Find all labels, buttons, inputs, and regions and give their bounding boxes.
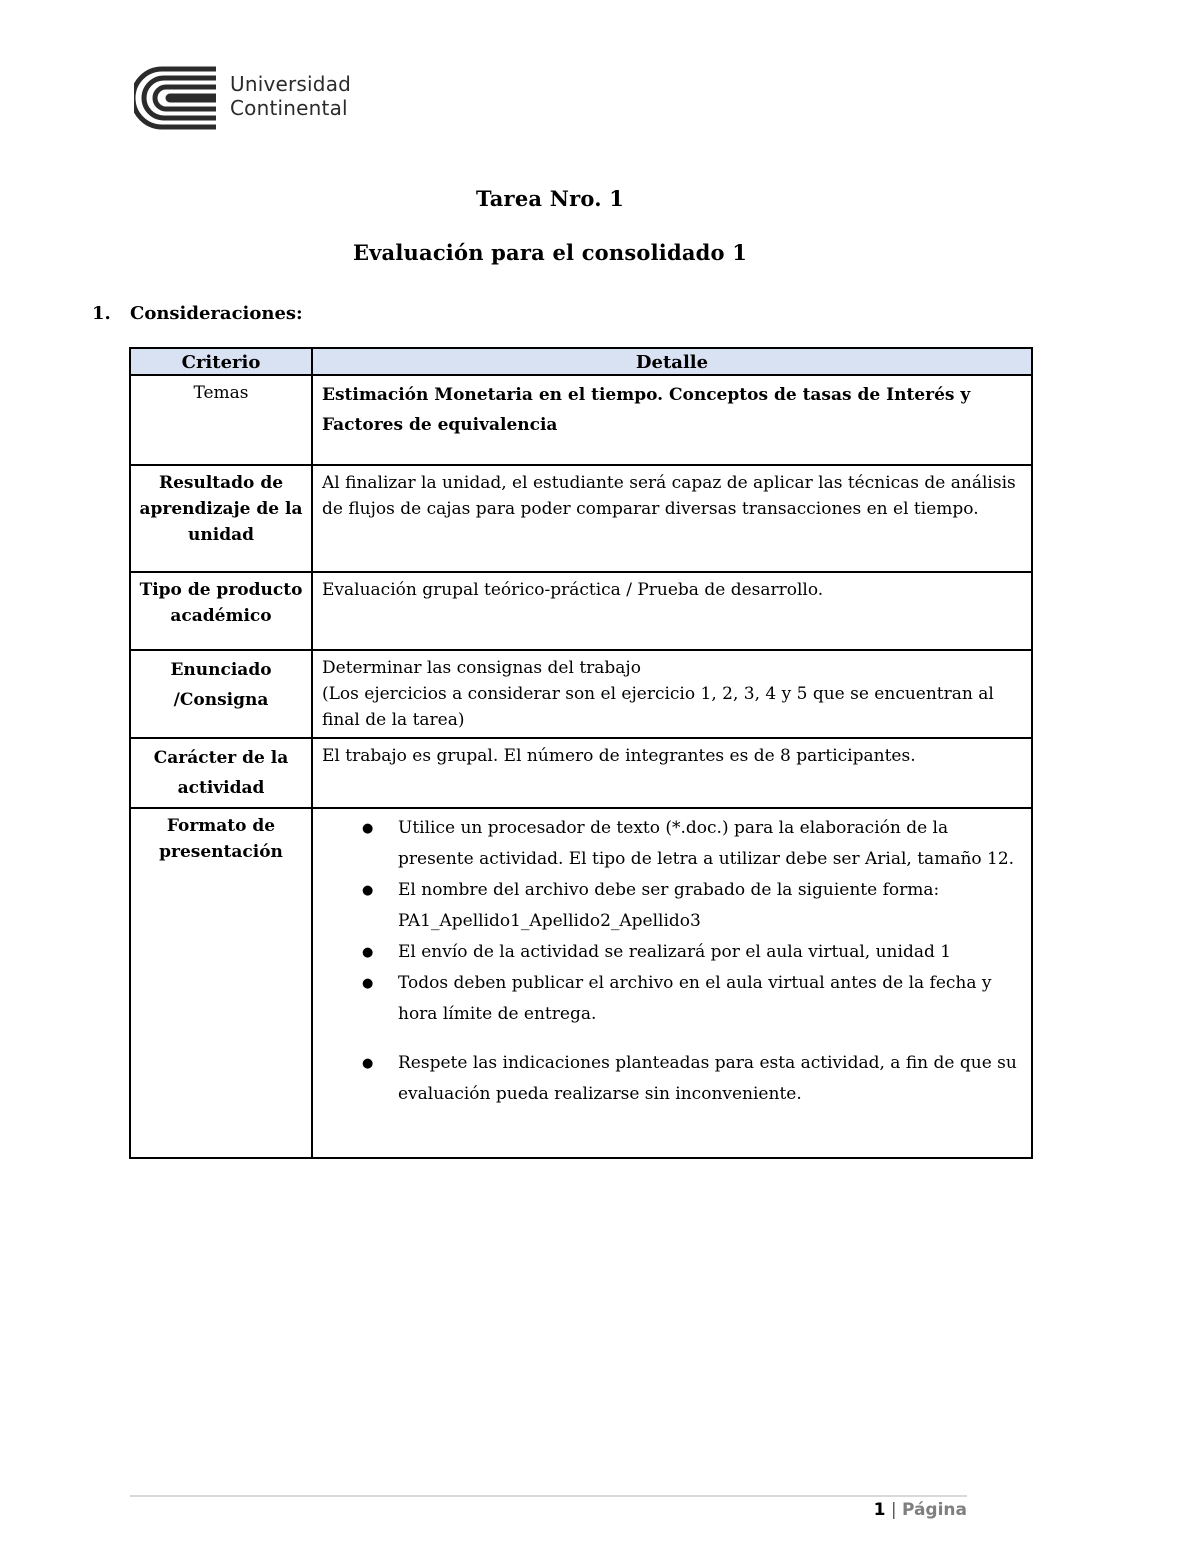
document-subtitle: Evaluación para el consolidado 1 (352, 240, 748, 265)
criterion-cell: Tipo de producto académico (130, 572, 312, 650)
logo-line-2: Continental (230, 96, 348, 120)
bullet-list (322, 813, 1023, 1110)
continental-logo-icon (134, 66, 218, 130)
page-footer (0, 1500, 967, 1520)
table-row (130, 572, 1032, 650)
table-header-row (130, 348, 1032, 375)
detail-line: Determinar las consignas del trabajo (322, 658, 641, 678)
criterion-cell: Temas (130, 375, 312, 465)
considerations-table (129, 347, 1033, 1159)
table-row (130, 465, 1032, 572)
table-row (130, 375, 1032, 465)
header-criterio: Criterio (130, 348, 312, 375)
criterion-cell: Enunciado /Consigna (130, 650, 312, 738)
logo-line-1: Universidad (230, 72, 352, 96)
list-item: ● Utilice un procesador de texto (*.doc.) para la elaboración de la presente actividad. El tipo de letra a utilizar debe ser Arial, tamaño 12. (398, 813, 1023, 875)
detail-cell (312, 650, 1032, 738)
page-label: Página (901, 1500, 967, 1520)
table-row (130, 808, 1032, 1158)
list-item: ● El envío de la actividad se realizará por el aula virtual, unidad 1 (398, 937, 1023, 968)
detail-line: (Los ejercicios a considerar son el ejercicio 1, 2, 3, 4 y 5 que se encuentran al final de la tarea) (322, 684, 994, 730)
university-logo (134, 66, 364, 130)
document-title: Tarea Nro. 1 (475, 186, 625, 211)
criterion-cell: Carácter de la actividad (130, 738, 312, 808)
section-title: Consideraciones: (130, 303, 303, 324)
detail-cell (312, 808, 1032, 1158)
detail-cell: Al finalizar la unidad, el estudiante será capaz de aplicar las técnicas de análisis de flujos de cajas para poder comparar diversas transacciones en el tiempo. (312, 465, 1032, 572)
page-number: 1 (873, 1500, 886, 1520)
criterion-cell: Resultado de aprendizaje de la unidad (130, 465, 312, 572)
footer-divider (130, 1495, 967, 1497)
table-row (130, 738, 1032, 808)
logo-wordmark (230, 72, 351, 120)
section-heading (92, 303, 303, 324)
table-row (130, 650, 1032, 738)
detail-cell: Estimación Monetaria en el tiempo. Conceptos de tasas de Interés y Factores de equivalencia (312, 375, 1032, 465)
section-number: 1. (92, 303, 111, 324)
list-item: ● El nombre del archivo debe ser grabado de la siguiente forma: PA1_Apellido1_Apellido2_Apellido3 (398, 875, 1023, 937)
list-item: ● Todos deben publicar el archivo en el aula virtual antes de la fecha y hora límite de entrega. (398, 968, 1023, 1030)
detail-cell: El trabajo es grupal. El número de integrantes es de 8 participantes. (312, 738, 1032, 808)
header-detalle: Detalle (312, 348, 1032, 375)
criterion-cell: Formato de presentación (130, 808, 312, 1158)
list-item: ● Respete las indicaciones planteadas para esta actividad, a fin de que su evaluación pueda realizarse sin inconveniente. (398, 1048, 1023, 1110)
footer-separator: | (890, 1500, 897, 1520)
detail-cell: Evaluación grupal teórico-práctica / Prueba de desarrollo. (312, 572, 1032, 650)
